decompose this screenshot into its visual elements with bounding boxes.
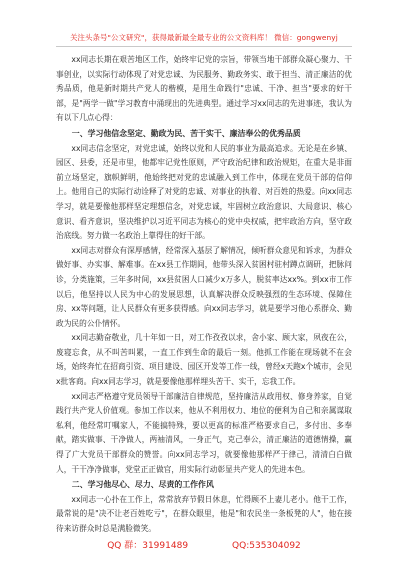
header-banner: 关注头条号"公文研究"，获得最新最全最专业的公文资料库！ 微信：gongwenyj: [70, 33, 338, 42]
section-1-paragraph-1: xx同志信念坚定，对党忠诚，始终以党和人民的事业为最高追求。无论是在乡镇、园区、县委，还是市里，他都牢记党性原则，严守政治纪律和政治规矩，在重大是非面前立场坚定，旗帜鲜明，他始终把对党的忠诚融入到工作中，体现在党员干部的信仰上。他用自己的实际行动诠释了对党的忠诚、对事业的执着、对百姓的热爱。向xx同志学习，就是要像他那样坚定理想信念，对党忠诚，牢固树立政治意识、大局意识、核心意识、看齐意识，坚决维护以习近平同志为核心的党中央权威，把牢政治方向，坚守政治底线。努力做一名政治上靠得住的好干部。: [56, 143, 352, 241]
section-1-heading: 一、学习他信念坚定、勤政为民、苦干实干、廉洁奉公的优秀品质: [71, 128, 301, 138]
section-2-paragraph-1: xx同志一心扑在工作上，常常放弃节假日休息，忙得顾不上妻儿老小。他干工作，最常说的是"决不让老百姓吃亏"，在群众眼里，他是"和农民坐一条板凳的人"，他在接待来访群众时总是满脸微笑。: [56, 494, 352, 533]
qq-group-number: QQ 群：31991489: [107, 541, 189, 551]
document-body: [56, 53, 352, 537]
section-1-paragraph-4: xx同志严格遵守党员领导干部廉洁自律规范，坚持廉洁从政用权、修身养家，自觉践行共产党人价值观。参加工作以来，他从不利用权力、地位的便利为自己和亲属谋取私利，他经常叮嘱家人，不能搞特殊，要以更高的标准严格要求自己，多付出、多奉献，踏实做事、干净做人，两袖清风，一身正气，克己奉公，清正廉洁的道德情操，赢得了广大党员干部群众的赞誉。向xx同志学习，就要像他那样严于律己，清清白白做人，干干净净做事，党堂正正做官，用实际行动彰显共产党人的先进本色。: [56, 391, 352, 474]
qq-number: QQ:535304092: [232, 541, 301, 551]
section-1-paragraph-2: xx同志对群众有深厚感情，经常深入基层了解情况，倾听群众意见和诉求，为群众做好事、办实事、解难事。在xx县工作期间，他带头深入贫困村驻村蹲点调研，把脉问诊，分类施策，三年多时间，xx县贫困人口减少x万多人，脱贫率达xx%。到xx市工作以后，他坚持以人民为中心的发展思想，认真解决群众反映强烈的生态环境、保障住房、xx等问题，让人民群众有更多获得感。向xx同志学习，就是要学习他心系群众、勤政为民的公仆情怀。: [56, 245, 352, 328]
section-2-heading: 二、学习他尽心、尽力、尽责的工作作风: [71, 480, 214, 490]
header-divider: [56, 46, 352, 47]
qq-footer: [0, 538, 408, 551]
section-1-paragraph-3: xx同志勤奋敬业，几十年如一日，对工作孜孜以求，舍小家、顾大家，夙夜在公，废寝忘食，从不叫苦叫累，一直工作到生命的最后一刻。他抓工作能在现场就不在会场，始终奔忙在招商引资、项目建设、园区开发等工作一线，曾经x天跑x个城市，会见x批客商。向xx同志学习，就是要像他那样埋头苦干、实干，忘我工作。: [56, 333, 352, 387]
intro-paragraph: xx同志长期在艰苦地区工作，始终牢记党的宗旨，带领当地干部群众凝心聚力、干事创业，以实际行动体现了对党忠诚、为民服务、勤政务实、敢于担当、清正廉洁的优秀品质，他是新时期共产党人的楷模，是用生命践行"忠诚、干净、担当"要求的好干部，是"两学一做"学习教育中涌现出的先进典型。通过学习xx同志的先进事迹，我认为有以下几点心得：: [56, 55, 352, 123]
